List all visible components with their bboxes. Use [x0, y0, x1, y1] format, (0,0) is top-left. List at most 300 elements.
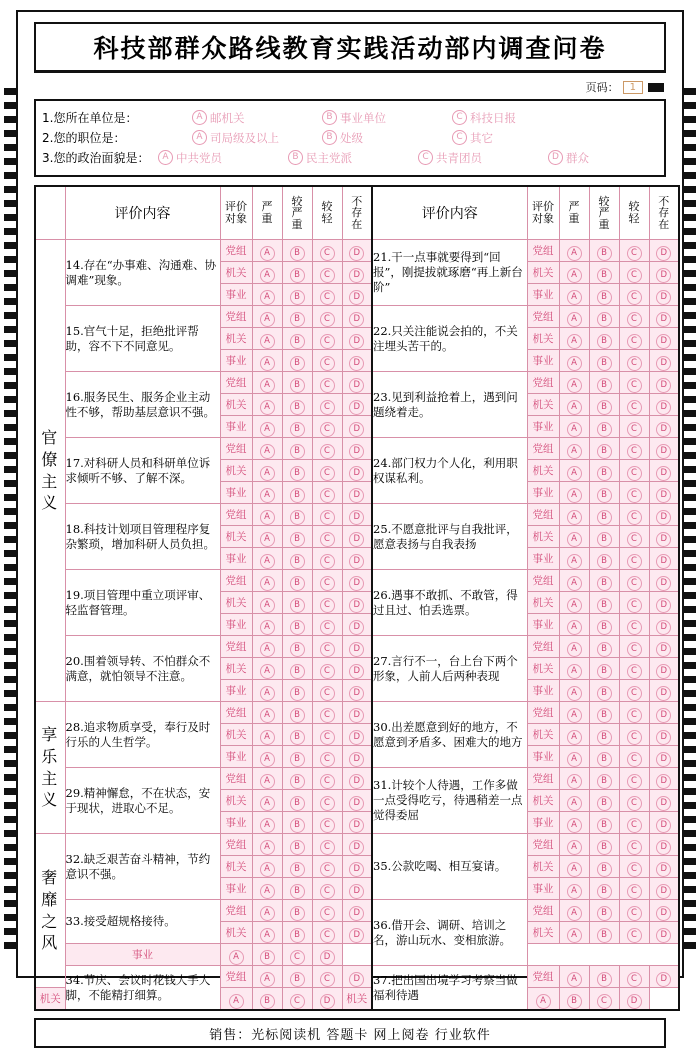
answer-bubble[interactable]: C — [627, 598, 642, 613]
left-bubble-cell[interactable] — [312, 746, 342, 768]
answer-bubble[interactable]: B — [597, 356, 612, 371]
answer-bubble[interactable]: A — [260, 554, 275, 569]
right-bubble-cell[interactable] — [649, 878, 679, 900]
answer-bubble[interactable]: D — [656, 510, 671, 525]
left-bubble-cell[interactable] — [252, 504, 282, 526]
answer-bubble[interactable]: D — [349, 686, 364, 701]
right-bubble-cell[interactable] — [649, 900, 679, 922]
answer-bubble[interactable]: B — [290, 268, 305, 283]
option-choice[interactable] — [322, 130, 452, 146]
left-bubble-cell[interactable] — [282, 482, 312, 504]
answer-bubble[interactable]: A — [260, 708, 275, 723]
left-bubble-cell[interactable] — [282, 988, 312, 1011]
answer-bubble[interactable]: D — [656, 312, 671, 327]
left-bubble-cell[interactable] — [312, 922, 342, 944]
answer-bubble[interactable]: B — [597, 928, 612, 943]
answer-bubble[interactable]: C — [627, 686, 642, 701]
left-bubble-cell[interactable] — [312, 504, 342, 526]
answer-bubble[interactable]: A — [567, 928, 582, 943]
right-bubble-cell[interactable] — [649, 658, 679, 680]
left-bubble-cell[interactable] — [282, 856, 312, 878]
left-bubble-cell[interactable] — [312, 900, 342, 922]
answer-bubble[interactable]: D — [656, 818, 671, 833]
answer-bubble[interactable]: A — [567, 422, 582, 437]
answer-bubble[interactable]: C — [320, 422, 335, 437]
answer-bubble[interactable]: A — [567, 818, 582, 833]
right-bubble-cell[interactable] — [559, 834, 589, 856]
answer-bubble[interactable]: D — [349, 268, 364, 283]
left-bubble-cell[interactable] — [312, 702, 342, 724]
right-bubble-cell[interactable] — [619, 350, 649, 372]
answer-bubble[interactable]: D — [656, 488, 671, 503]
answer-bubble[interactable]: B — [290, 708, 305, 723]
answer-bubble[interactable]: C — [627, 708, 642, 723]
right-bubble-cell[interactable] — [619, 592, 649, 614]
left-bubble-cell[interactable] — [282, 372, 312, 394]
answer-bubble[interactable]: A — [260, 906, 275, 921]
right-bubble-cell[interactable] — [649, 680, 679, 702]
answer-bubble[interactable]: C — [320, 686, 335, 701]
answer-bubble[interactable]: A — [567, 290, 582, 305]
answer-bubble[interactable]: A — [567, 664, 582, 679]
left-bubble-cell[interactable] — [342, 790, 372, 812]
right-bubble-cell[interactable] — [619, 922, 649, 944]
answer-bubble[interactable]: C — [320, 818, 335, 833]
right-bubble-cell[interactable] — [649, 284, 679, 306]
answer-bubble[interactable]: B — [260, 994, 275, 1009]
right-bubble-cell[interactable] — [619, 702, 649, 724]
right-bubble-cell[interactable] — [559, 922, 589, 944]
answer-bubble[interactable]: D — [320, 994, 335, 1009]
answer-bubble[interactable]: D — [349, 378, 364, 393]
answer-bubble[interactable]: D — [656, 356, 671, 371]
right-bubble-cell[interactable] — [589, 922, 619, 944]
option-bubble[interactable]: B — [288, 150, 303, 165]
left-bubble-cell[interactable] — [252, 438, 282, 460]
left-bubble-cell[interactable] — [252, 812, 282, 834]
answer-bubble[interactable]: C — [627, 730, 642, 745]
left-bubble-cell[interactable] — [312, 636, 342, 658]
answer-bubble[interactable]: C — [627, 290, 642, 305]
answer-bubble[interactable]: B — [597, 290, 612, 305]
answer-bubble[interactable]: C — [320, 840, 335, 855]
answer-bubble[interactable]: C — [627, 356, 642, 371]
answer-bubble[interactable]: B — [290, 972, 305, 987]
answer-bubble[interactable]: C — [627, 554, 642, 569]
left-bubble-cell[interactable] — [252, 394, 282, 416]
left-bubble-cell[interactable] — [312, 394, 342, 416]
answer-bubble[interactable]: A — [567, 906, 582, 921]
answer-bubble[interactable]: D — [656, 334, 671, 349]
right-bubble-cell[interactable] — [619, 614, 649, 636]
answer-bubble[interactable]: A — [260, 268, 275, 283]
answer-bubble[interactable]: D — [349, 642, 364, 657]
left-bubble-cell[interactable] — [312, 306, 342, 328]
right-bubble-cell[interactable] — [559, 680, 589, 702]
left-bubble-cell[interactable] — [282, 768, 312, 790]
right-bubble-cell[interactable] — [589, 504, 619, 526]
left-bubble-cell[interactable] — [342, 504, 372, 526]
left-bubble-cell[interactable] — [282, 922, 312, 944]
right-bubble-cell[interactable] — [589, 240, 619, 262]
right-bubble-cell[interactable] — [589, 570, 619, 592]
answer-bubble[interactable]: A — [260, 884, 275, 899]
answer-bubble[interactable]: B — [597, 752, 612, 767]
answer-bubble[interactable]: A — [567, 840, 582, 855]
right-bubble-cell[interactable] — [649, 966, 679, 988]
answer-bubble[interactable]: B — [597, 972, 612, 987]
left-bubble-cell[interactable] — [252, 262, 282, 284]
answer-bubble[interactable]: D — [656, 840, 671, 855]
answer-bubble[interactable]: D — [349, 752, 364, 767]
left-bubble-cell[interactable] — [342, 724, 372, 746]
answer-bubble[interactable]: D — [656, 796, 671, 811]
left-bubble-cell[interactable] — [342, 614, 372, 636]
left-bubble-cell[interactable] — [252, 680, 282, 702]
right-bubble-cell[interactable] — [589, 724, 619, 746]
answer-bubble[interactable]: C — [627, 642, 642, 657]
answer-bubble[interactable]: D — [349, 774, 364, 789]
left-bubble-cell[interactable] — [252, 284, 282, 306]
answer-bubble[interactable]: C — [320, 598, 335, 613]
right-bubble-cell[interactable] — [619, 262, 649, 284]
left-bubble-cell[interactable] — [312, 658, 342, 680]
left-bubble-cell[interactable] — [312, 482, 342, 504]
answer-bubble[interactable]: C — [627, 928, 642, 943]
left-bubble-cell[interactable] — [342, 262, 372, 284]
right-bubble-cell[interactable] — [649, 592, 679, 614]
answer-bubble[interactable]: B — [597, 510, 612, 525]
answer-bubble[interactable]: C — [320, 466, 335, 481]
right-bubble-cell[interactable] — [649, 614, 679, 636]
left-bubble-cell[interactable] — [252, 416, 282, 438]
answer-bubble[interactable]: D — [349, 422, 364, 437]
answer-bubble[interactable]: A — [229, 994, 244, 1009]
answer-bubble[interactable]: D — [349, 488, 364, 503]
answer-bubble[interactable]: D — [656, 466, 671, 481]
answer-bubble[interactable]: C — [627, 576, 642, 591]
answer-bubble[interactable]: C — [627, 620, 642, 635]
answer-bubble[interactable]: C — [627, 444, 642, 459]
left-bubble-cell[interactable] — [342, 922, 372, 944]
right-bubble-cell[interactable] — [619, 966, 649, 988]
right-bubble-cell[interactable] — [589, 592, 619, 614]
left-bubble-cell[interactable] — [312, 570, 342, 592]
left-bubble-cell[interactable] — [252, 372, 282, 394]
answer-bubble[interactable]: B — [290, 774, 305, 789]
answer-bubble[interactable]: B — [597, 774, 612, 789]
left-bubble-cell[interactable] — [342, 878, 372, 900]
left-bubble-cell[interactable] — [312, 284, 342, 306]
right-bubble-cell[interactable] — [589, 416, 619, 438]
answer-bubble[interactable]: B — [567, 994, 582, 1009]
right-bubble-cell[interactable] — [559, 724, 589, 746]
answer-bubble[interactable]: A — [260, 422, 275, 437]
answer-bubble[interactable]: A — [260, 642, 275, 657]
right-bubble-cell[interactable] — [619, 658, 649, 680]
right-bubble-cell[interactable] — [619, 416, 649, 438]
right-bubble-cell[interactable] — [559, 306, 589, 328]
answer-bubble[interactable]: C — [320, 972, 335, 987]
answer-bubble[interactable]: A — [260, 510, 275, 525]
page-number-bubble[interactable]: 1 — [623, 81, 643, 94]
right-bubble-cell[interactable] — [589, 966, 619, 988]
answer-bubble[interactable]: C — [627, 312, 642, 327]
left-bubble-cell[interactable] — [342, 394, 372, 416]
answer-bubble[interactable]: B — [290, 642, 305, 657]
answer-bubble[interactable]: A — [567, 356, 582, 371]
right-bubble-cell[interactable] — [559, 394, 589, 416]
right-bubble-cell[interactable] — [619, 394, 649, 416]
left-bubble-cell[interactable] — [282, 262, 312, 284]
right-bubble-cell[interactable] — [619, 570, 649, 592]
right-bubble-cell[interactable] — [559, 768, 589, 790]
answer-bubble[interactable]: C — [320, 290, 335, 305]
option-choice[interactable] — [322, 110, 452, 126]
answer-bubble[interactable]: D — [656, 752, 671, 767]
left-bubble-cell[interactable] — [342, 526, 372, 548]
right-bubble-cell[interactable] — [559, 790, 589, 812]
answer-bubble[interactable]: C — [627, 268, 642, 283]
left-bubble-cell[interactable] — [342, 328, 372, 350]
left-bubble-cell[interactable] — [282, 966, 312, 988]
answer-bubble[interactable]: C — [627, 774, 642, 789]
answer-bubble[interactable]: B — [597, 730, 612, 745]
answer-bubble[interactable]: C — [320, 356, 335, 371]
answer-bubble[interactable]: A — [567, 862, 582, 877]
right-bubble-cell[interactable] — [649, 460, 679, 482]
right-bubble-cell[interactable] — [589, 394, 619, 416]
answer-bubble[interactable]: C — [320, 268, 335, 283]
right-bubble-cell[interactable] — [619, 636, 649, 658]
answer-bubble[interactable]: A — [260, 312, 275, 327]
right-bubble-cell[interactable] — [589, 768, 619, 790]
answer-bubble[interactable]: C — [627, 488, 642, 503]
left-bubble-cell[interactable] — [252, 746, 282, 768]
answer-bubble[interactable]: B — [290, 620, 305, 635]
answer-bubble[interactable]: A — [567, 642, 582, 657]
answer-bubble[interactable]: D — [656, 862, 671, 877]
right-bubble-cell[interactable] — [559, 592, 589, 614]
left-bubble-cell[interactable] — [220, 988, 252, 1011]
answer-bubble[interactable]: B — [290, 422, 305, 437]
right-bubble-cell[interactable] — [649, 768, 679, 790]
right-bubble-cell[interactable] — [619, 548, 649, 570]
option-bubble[interactable]: B — [322, 130, 337, 145]
left-bubble-cell[interactable] — [342, 570, 372, 592]
answer-bubble[interactable]: C — [290, 950, 305, 965]
right-bubble-cell[interactable] — [559, 966, 589, 988]
left-bubble-cell[interactable] — [282, 306, 312, 328]
right-bubble-cell[interactable] — [559, 636, 589, 658]
answer-bubble[interactable]: D — [656, 774, 671, 789]
option-choice[interactable] — [158, 150, 288, 166]
answer-bubble[interactable]: A — [567, 268, 582, 283]
right-bubble-cell[interactable] — [619, 834, 649, 856]
right-bubble-cell[interactable] — [619, 790, 649, 812]
answer-bubble[interactable]: A — [260, 334, 275, 349]
answer-bubble[interactable]: D — [349, 356, 364, 371]
answer-bubble[interactable]: C — [320, 554, 335, 569]
answer-bubble[interactable]: C — [320, 774, 335, 789]
right-bubble-cell[interactable] — [649, 746, 679, 768]
answer-bubble[interactable]: C — [320, 378, 335, 393]
right-bubble-cell[interactable] — [619, 526, 649, 548]
left-bubble-cell[interactable] — [252, 790, 282, 812]
answer-bubble[interactable]: A — [260, 752, 275, 767]
right-bubble-cell[interactable] — [649, 328, 679, 350]
left-bubble-cell[interactable] — [252, 548, 282, 570]
right-bubble-cell[interactable] — [559, 658, 589, 680]
answer-bubble[interactable]: A — [260, 862, 275, 877]
answer-bubble[interactable]: C — [320, 730, 335, 745]
answer-bubble[interactable]: C — [627, 796, 642, 811]
answer-bubble[interactable]: B — [290, 356, 305, 371]
left-bubble-cell[interactable] — [252, 614, 282, 636]
right-bubble-cell[interactable] — [589, 526, 619, 548]
left-bubble-cell[interactable] — [282, 702, 312, 724]
answer-bubble[interactable]: D — [349, 906, 364, 921]
answer-bubble[interactable]: C — [627, 752, 642, 767]
right-bubble-cell[interactable] — [619, 878, 649, 900]
left-bubble-cell[interactable] — [252, 966, 282, 988]
answer-bubble[interactable]: D — [656, 620, 671, 635]
option-bubble[interactable]: C — [452, 130, 467, 145]
left-bubble-cell[interactable] — [312, 526, 342, 548]
answer-bubble[interactable]: C — [320, 334, 335, 349]
answer-bubble[interactable]: D — [320, 950, 335, 965]
answer-bubble[interactable]: D — [656, 290, 671, 305]
answer-bubble[interactable]: D — [349, 928, 364, 943]
answer-bubble[interactable]: B — [290, 532, 305, 547]
left-bubble-cell[interactable] — [282, 812, 312, 834]
right-bubble-cell[interactable] — [589, 306, 619, 328]
right-bubble-cell[interactable] — [559, 416, 589, 438]
answer-bubble[interactable]: C — [320, 796, 335, 811]
answer-bubble[interactable]: B — [597, 884, 612, 899]
left-bubble-cell[interactable] — [312, 680, 342, 702]
right-bubble-cell[interactable] — [559, 438, 589, 460]
answer-bubble[interactable]: B — [597, 664, 612, 679]
answer-bubble[interactable]: B — [597, 796, 612, 811]
left-bubble-cell[interactable] — [282, 790, 312, 812]
answer-bubble[interactable]: A — [260, 774, 275, 789]
right-bubble-cell[interactable] — [649, 922, 679, 944]
answer-bubble[interactable]: B — [597, 246, 612, 261]
left-bubble-cell[interactable] — [252, 592, 282, 614]
option-choice[interactable] — [288, 150, 418, 166]
option-bubble[interactable]: A — [192, 130, 207, 145]
left-bubble-cell[interactable] — [282, 680, 312, 702]
left-bubble-cell[interactable] — [312, 856, 342, 878]
answer-bubble[interactable]: A — [567, 488, 582, 503]
right-bubble-cell[interactable] — [220, 944, 252, 966]
right-bubble-cell[interactable] — [589, 372, 619, 394]
answer-bubble[interactable]: A — [567, 708, 582, 723]
right-bubble-cell[interactable] — [559, 702, 589, 724]
answer-bubble[interactable]: C — [320, 928, 335, 943]
answer-bubble[interactable]: C — [627, 862, 642, 877]
left-bubble-cell[interactable] — [282, 900, 312, 922]
right-bubble-cell[interactable] — [619, 746, 649, 768]
left-bubble-cell[interactable] — [312, 768, 342, 790]
answer-bubble[interactable]: A — [260, 444, 275, 459]
left-bubble-cell[interactable] — [342, 438, 372, 460]
left-bubble-cell[interactable] — [342, 680, 372, 702]
answer-bubble[interactable]: D — [349, 818, 364, 833]
option-choice[interactable] — [548, 150, 658, 166]
answer-bubble[interactable]: A — [567, 620, 582, 635]
left-bubble-cell[interactable] — [342, 834, 372, 856]
answer-bubble[interactable]: A — [260, 400, 275, 415]
right-bubble-cell[interactable] — [589, 746, 619, 768]
answer-bubble[interactable]: C — [320, 246, 335, 261]
right-bubble-cell[interactable] — [649, 350, 679, 372]
right-bubble-cell[interactable] — [589, 460, 619, 482]
left-bubble-cell[interactable] — [252, 878, 282, 900]
left-bubble-cell[interactable] — [252, 460, 282, 482]
answer-bubble[interactable]: D — [656, 576, 671, 591]
answer-bubble[interactable]: B — [597, 532, 612, 547]
left-bubble-cell[interactable] — [342, 548, 372, 570]
left-bubble-cell[interactable] — [342, 746, 372, 768]
answer-bubble[interactable]: D — [656, 532, 671, 547]
answer-bubble[interactable]: B — [290, 862, 305, 877]
left-bubble-cell[interactable] — [342, 372, 372, 394]
answer-bubble[interactable]: C — [627, 400, 642, 415]
right-bubble-cell[interactable] — [619, 900, 649, 922]
left-bubble-cell[interactable] — [252, 328, 282, 350]
answer-bubble[interactable]: A — [567, 796, 582, 811]
right-bubble-cell[interactable] — [619, 306, 649, 328]
answer-bubble[interactable]: A — [567, 554, 582, 569]
answer-bubble[interactable]: B — [290, 906, 305, 921]
answer-bubble[interactable]: D — [349, 576, 364, 591]
answer-bubble[interactable]: B — [597, 818, 612, 833]
right-bubble-cell[interactable] — [559, 988, 589, 1011]
left-bubble-cell[interactable] — [342, 460, 372, 482]
right-bubble-cell[interactable] — [559, 240, 589, 262]
answer-bubble[interactable]: A — [567, 686, 582, 701]
left-bubble-cell[interactable] — [312, 416, 342, 438]
answer-bubble[interactable]: C — [627, 246, 642, 261]
answer-bubble[interactable]: A — [260, 576, 275, 591]
left-bubble-cell[interactable] — [252, 834, 282, 856]
answer-bubble[interactable]: B — [290, 554, 305, 569]
answer-bubble[interactable]: B — [290, 400, 305, 415]
answer-bubble[interactable]: D — [656, 246, 671, 261]
right-bubble-cell[interactable] — [649, 526, 679, 548]
answer-bubble[interactable]: C — [627, 972, 642, 987]
right-bubble-cell[interactable] — [649, 790, 679, 812]
left-bubble-cell[interactable] — [312, 240, 342, 262]
answer-bubble[interactable]: B — [290, 576, 305, 591]
answer-bubble[interactable]: C — [320, 620, 335, 635]
right-bubble-cell[interactable] — [589, 856, 619, 878]
right-bubble-cell[interactable] — [312, 944, 342, 966]
left-bubble-cell[interactable] — [342, 592, 372, 614]
answer-bubble[interactable]: D — [656, 642, 671, 657]
right-bubble-cell[interactable] — [649, 570, 679, 592]
right-bubble-cell[interactable] — [559, 526, 589, 548]
answer-bubble[interactable]: A — [260, 730, 275, 745]
answer-bubble[interactable]: C — [627, 532, 642, 547]
option-choice[interactable] — [192, 110, 322, 126]
answer-bubble[interactable]: A — [536, 994, 551, 1009]
answer-bubble[interactable]: C — [320, 488, 335, 503]
answer-bubble[interactable]: C — [320, 576, 335, 591]
answer-bubble[interactable]: C — [597, 994, 612, 1009]
